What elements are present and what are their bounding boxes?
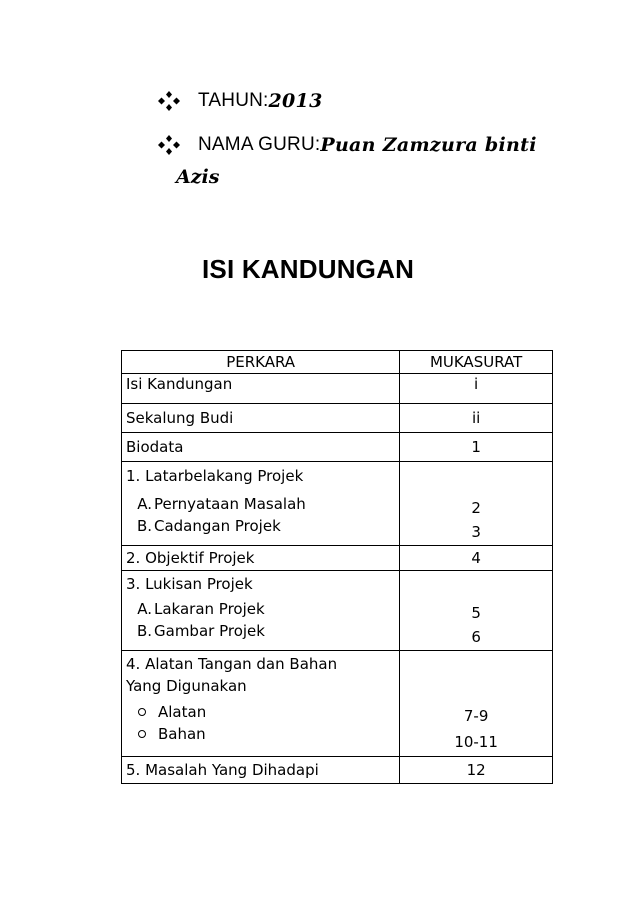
sub-list — [126, 493, 395, 537]
year-label: TAHUN: — [198, 90, 269, 111]
toc-item: 4. Alatan Tangan dan Bahan — [126, 655, 338, 673]
table-row — [122, 433, 553, 462]
sub-list — [126, 701, 395, 745]
page-title: ISI KANDUNGAN — [202, 254, 415, 284]
toc-page: 10-11 — [454, 733, 498, 751]
toc-item: Biodata — [122, 433, 400, 462]
toc-page: ii — [400, 404, 553, 433]
toc-page-group — [400, 571, 553, 651]
list-item: B. Cadangan Projek — [136, 517, 281, 535]
bullet-dot-icon — [138, 708, 146, 716]
toc-item: Yang Digunakan — [126, 677, 247, 695]
col-header-mukasurat: MUKASURAT — [400, 351, 553, 374]
toc-item: 1. Latarbelakang Projek — [126, 467, 304, 485]
table-row — [122, 757, 553, 784]
toc-table — [121, 350, 553, 784]
teacher-value: Puan Zamzura binti — [320, 134, 537, 156]
toc-page: 2 — [471, 499, 481, 517]
header-bullets — [156, 86, 556, 160]
table-row — [122, 546, 553, 571]
toc-item: Isi Kandungan — [122, 374, 400, 404]
list-item: B. Gambar Projek — [136, 622, 265, 640]
toc-item: 3. Lukisan Projek — [126, 575, 253, 593]
toc-page: 6 — [471, 628, 481, 646]
table-row — [122, 404, 553, 433]
sub-list — [126, 598, 395, 642]
teacher-label: NAMA GURU: — [198, 134, 321, 155]
toc-item: Sekalung Budi — [122, 404, 400, 433]
toc-page: 12 — [400, 757, 553, 784]
list-item: Alatan — [126, 701, 395, 723]
year-row — [156, 86, 556, 116]
toc-item: 5. Masalah Yang Dihadapi — [122, 757, 400, 784]
toc-page: 7-9 — [463, 707, 489, 725]
toc-page: 4 — [400, 546, 553, 571]
toc-page: i — [400, 374, 553, 404]
toc-item-group — [122, 462, 400, 546]
diamond-bullet-icon — [156, 90, 186, 112]
table-row — [122, 651, 553, 757]
toc-page-group — [400, 651, 553, 757]
list-item: A. Lakaran Projek — [137, 600, 265, 618]
year-value: 2013 — [268, 90, 323, 112]
table-row — [122, 462, 553, 546]
diamond-bullet-icon — [156, 134, 186, 156]
table-row — [122, 571, 553, 651]
bullet-dot-icon — [138, 730, 146, 738]
col-header-perkara: PERKARA — [122, 351, 400, 374]
toc-header-row — [122, 351, 553, 374]
table-row — [122, 374, 553, 404]
list-item: Bahan — [126, 723, 395, 745]
toc-item: 2. Objektif Projek — [122, 546, 400, 571]
toc-page: 3 — [471, 523, 481, 541]
toc-item-group — [122, 651, 400, 757]
toc-page-group — [400, 462, 553, 546]
toc-page: 5 — [471, 604, 481, 622]
teacher-value-continuation: Azis — [176, 166, 220, 188]
list-item: A. Pernyataan Masalah — [137, 495, 306, 513]
toc-page: 1 — [400, 433, 553, 462]
toc-item-group — [122, 571, 400, 651]
teacher-row — [156, 130, 556, 160]
